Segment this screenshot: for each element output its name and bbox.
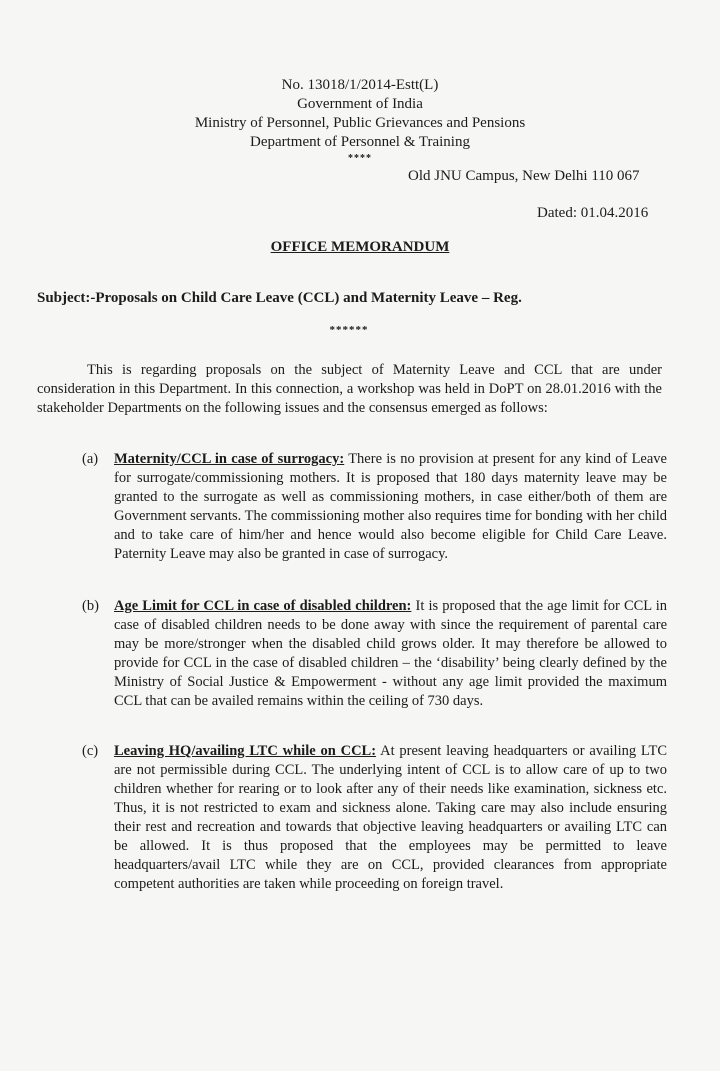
- memo-date: Dated: 01.04.2016: [537, 205, 649, 221]
- office-address: Old JNU Campus, New Delhi 110 067: [408, 168, 640, 184]
- item-c-marker: (c): [82, 743, 99, 759]
- item-a-marker: (a): [82, 451, 99, 467]
- item-c-text: At present leaving headquarters or availing LTC are not permissible during CCL. The underlying intent of CCL is to allow care of up to two children whether for rearing or to look after any of their needs like examination, sickness etc. Thus, it is not restricted to exam and sickness alone. Taking care may also include ensuring their rest and recreation and towards that objective leaving headquarters or availing LTC can be allowed. It is thus proposed that the employees may be permitted to leave headquarters/avail LTC while they are on CCL, provided clearances from appropriate competent authorities are taken while proceeding on foreign travel.: [114, 743, 667, 892]
- header-separator: ****: [348, 153, 372, 164]
- item-a: [82, 450, 667, 564]
- item-b-text: It is proposed that the age limit for CCL in case of disabled children needs to be done away with since the requirement of parental care may be more/stronger when the disabled child grows older. It may therefore be allowed to provide for CCL in the case of disabled children – the ‘disability’ being clearly defined by the Ministry of Social Justice & Empowerment - without any age limit provided the maximum CCL that can be availed remains within the ceiling of 730 days.: [114, 598, 668, 709]
- memo-subject: Subject:-Proposals on Child Care Leave (CCL) and Maternity Leave – Reg.: [37, 290, 522, 306]
- reference-number: No. 13018/1/2014-Estt(L): [281, 77, 439, 93]
- item-c: [82, 742, 667, 894]
- intro-paragraph: [37, 361, 662, 418]
- item-b: [82, 597, 667, 711]
- intro-text: This is regarding proposals on the subject of Maternity Leave and CCL that are under consideration in this Department. In this connection, a workshop was held in DoPT on 28.01.2016 with the stakeholder Departments on the following issues and the consensus emerged as follows:: [37, 362, 662, 416]
- item-c-heading: Leaving HQ/availing LTC while on CCL:: [114, 743, 377, 759]
- item-a-text: There is no provision at present for any kind of Leave for surrogate/commissioning mothers. It is proposed that 180 days maternity leave may be granted to the surrogate as well as commissioning mothers, in case either/both of them are Government servants. The commissioning mother also requires time for bonding with her child and to take care of him/her and hence would also become eligible for Child Care Leave. Paternity Leave may also be granted in case of surrogacy.: [114, 451, 667, 562]
- subject-separator: ******: [329, 324, 369, 336]
- item-b-marker: (b): [82, 598, 99, 614]
- ministry-line: Ministry of Personnel, Public Grievances and Pensions: [194, 115, 526, 131]
- item-b-heading: Age Limit for CCL in case of disabled children:: [114, 598, 412, 614]
- department-line: Department of Personnel & Training: [250, 134, 470, 150]
- item-a-heading: Maternity/CCL in case of surrogacy:: [114, 451, 345, 467]
- memo-title: OFFICE MEMORANDUM: [270, 239, 450, 255]
- government-line: Government of India: [297, 96, 423, 112]
